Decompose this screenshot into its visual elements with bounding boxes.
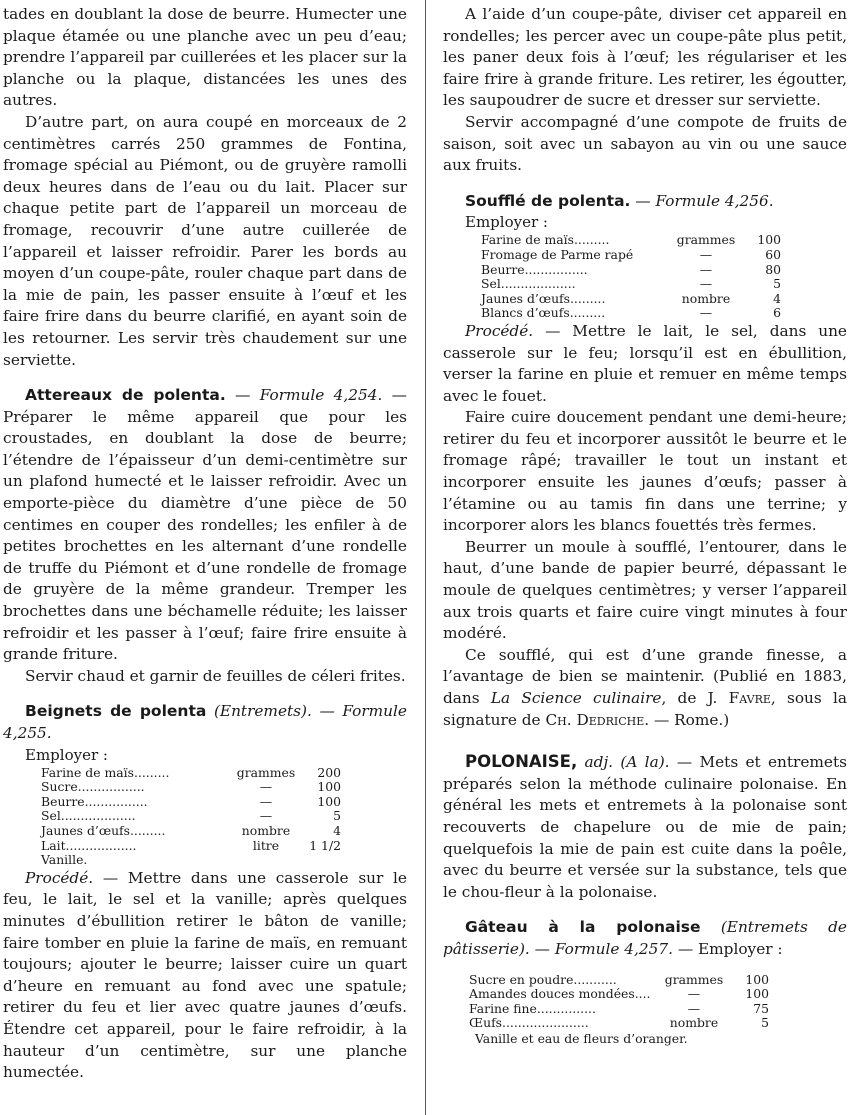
ingredient-row [41, 839, 341, 854]
ingredient-qty: 100 [317, 779, 341, 795]
paragraph-moule: Beurrer un moule à soufflé, l’entourer, dans le haut, d’une bande de papier beurré, dépassant le moule de quelques centimètres; y verser l’appareil aux trois quarts et faire cuire vingt minutes à four modéré. [443, 537, 847, 643]
ingredient-name: Beurre................ [481, 261, 588, 277]
ingredient-row [481, 248, 781, 263]
ingredient-name: Sel................... [481, 276, 576, 292]
paragraph-cuisson: Faire cuire doucement pendant une demi-heure; retirer du feu et incorporer aussitôt le beurre et le fromage râpé; travailler le tout un instant et incorporer ensuite les jaunes d’œufs; passer à l’étamine ou au tamis fin dans une terrine; y incorporer alors les blancs fouettés très fermes. [443, 408, 847, 535]
ingredient-qty: 200 [317, 764, 341, 780]
ingredient-vanille: Vanille. [41, 852, 88, 868]
procede-label: Procédé. [465, 321, 534, 340]
ingredient-unit: grammes [676, 232, 736, 248]
paragraph-fontina: D’autre part, on aura coupé en morceaux de 2 centimètres carrés 250 grammes de Fontina, fromage spécial au Piémont, ou de gruyère ramolli deux heures dans de l’eau ou du lait. Placer sur chaque petite part de l’appareil un morceau de fromage, recouvrir d’une autre cuillerée de l’appareil et laisser refroidir. Parer les bords au moyen d’un coupe-pâte, rouler chaque part dans de la mie de pain, les passer ensuite à l’œuf et les faire frire dans du beurre clarifié, en ayant soin de les retourner. Les servir très chaudement sur une serviette. [3, 112, 407, 369]
ingredient-row [481, 292, 781, 307]
ingredient-unit: — [259, 808, 273, 824]
ingredient-unit: — [687, 1000, 701, 1016]
ingredient-row [41, 766, 341, 781]
paragraph-note [443, 645, 847, 731]
ingredient-unit: — [687, 986, 701, 1002]
ingredient-row [41, 795, 341, 810]
entry-beignets [3, 701, 407, 1083]
ingredient-row [469, 1016, 769, 1031]
ingredient-unit: — [259, 793, 273, 809]
entry-body: — Mets et entremets préparés selon la méthode culinaire polonaise. En général les mets et entremets à la polonaise sont recouverts de chapelure ou de mie de pain; quelquefois la mie de pain est cuite dans la poêle, avec du beurre et versée sur la substance, tels que le chou-fleur à la polonaise. [443, 753, 847, 901]
ingredient-qty: 80 [765, 261, 781, 277]
ingredient-qty: 100 [745, 986, 769, 1002]
ingredients-table [481, 233, 781, 321]
ingredient-name: Sucre en poudre........... [469, 971, 617, 987]
ingredients-table [41, 766, 341, 854]
left-column [3, 4, 407, 1084]
ingredient-name: Amandes douces mondées.... [469, 986, 651, 1002]
employer-label: — Employer : [677, 939, 783, 958]
ingredient-row [469, 973, 769, 988]
ingredient-unit: nombre [669, 1015, 719, 1031]
ingredient-name: Farine de maïs......... [41, 764, 170, 780]
ingredient-name: Beurre................ [41, 793, 148, 809]
entry-gateau [443, 917, 847, 1046]
paragraph-rondelles: A l’aide d’un coupe-pâte, diviser cet appareil en rondelles; les percer avec un coupe-pâte plus petit, les paner deux fois à l’œuf; les régulariser et les faire frire à grande friture. Les retirer, les égoutter, les saupoudrer de sucre et dresser sur serviette. [443, 5, 847, 110]
ingredient-unit: — [259, 779, 273, 795]
ingredient-qty: 6 [773, 305, 781, 321]
employer-label: Employer : [465, 213, 548, 232]
ingredient-name: Sucre................. [41, 779, 145, 795]
entry-title: Soufflé de polenta. [465, 191, 631, 210]
author-name: Favre [728, 689, 771, 707]
ingredient-row [481, 306, 781, 321]
note-text: . — Rome.) [644, 710, 730, 729]
ingredient-qty: 5 [773, 276, 781, 292]
entry-body: Préparer le même appareil que pour les croustades, en doublant la dose de beurre; l’étendre de l’épaisseur d’un demi-centimètre sur un plafond humecté et le laisser refroidir. Avec un emporte-pièce du diamètre d’une pièce de 50 centimes en couper des rondelles; les enfiler à de petites brochettes en les alternant d’une rondelle de truffe du Piémont et d’une rondelle de fromage de gruyère de la même grandeur. Tremper les brochettes dans une béchamelle réduite; les laisser refroidir et les passer à l’œuf; faire frire ensuite à grande friture. [3, 407, 407, 664]
entry-subtitle: adj. (A la). [584, 753, 670, 772]
right-column [443, 4, 847, 1046]
note-text: , de J. [661, 689, 718, 707]
entry-polonaise [443, 751, 847, 903]
paragraph-compote: Servir accompagné d’une compote de fruits de saison, soit avec un sabayon au vin ou une sauce aux fruits. [443, 112, 847, 175]
column-divider [425, 0, 426, 1115]
ingredient-row [481, 263, 781, 278]
entry-title: Attereaux de polenta. [25, 386, 226, 405]
ingredient-unit: nombre [241, 822, 291, 838]
ingredient-unit: grammes [236, 764, 296, 780]
ingredient-row [481, 277, 781, 292]
ingredient-qty: 4 [333, 822, 341, 838]
ingredient-row [41, 824, 341, 839]
ingredient-aromes: Vanille et eau de fleurs d’oranger. [475, 1030, 688, 1046]
paragraph-croustades-end: tades en doublant la dose de beurre. Humecter une plaque étamée ou une planche avec un peu d’eau; prendre l’appareil par cuillerées et les placer sur la planche ou la plaque, distancées les unes des autres. [3, 5, 407, 110]
ingredient-unit: — [699, 276, 713, 292]
ingredient-name: Farine de maïs......... [481, 232, 610, 248]
ingredient-qty: 5 [761, 1015, 769, 1031]
procede-text: — Mettre le lait, le sel, dans une casserole sur le feu; lorsqu’il est en ébullition, verser la farine en pluie et remuer en même temps avec le fouet. [443, 321, 847, 405]
ingredient-row [41, 780, 341, 795]
ingredient-qty: 5 [333, 808, 341, 824]
note-text: , sous la signature de [443, 689, 847, 729]
ingredient-unit: nombre [681, 290, 731, 306]
formula-number: — Formule 4,257. [534, 939, 673, 958]
ingredient-unit: — [699, 261, 713, 277]
source-title: La Science culinaire [490, 689, 662, 707]
ingredient-name: Farine fine............... [469, 1000, 596, 1016]
ingredient-name: Fromage de Parme rapé [481, 246, 634, 262]
ingredient-name: Blancs d’œufs......... [481, 305, 606, 321]
ingredient-qty: 100 [745, 971, 769, 987]
ingredient-unit: litre [252, 837, 280, 853]
entry-title: Gâteau à la polonaise [465, 918, 701, 937]
ingredient-qty: 1 1/2 [309, 837, 341, 853]
ingredient-name: Œufs...................... [469, 1015, 589, 1031]
ingredients-table [469, 973, 769, 1031]
ingredient-qty: 100 [317, 793, 341, 809]
entry-title: POLONAISE, [465, 752, 578, 772]
formula-number: — Formule 4,255. [3, 702, 407, 742]
ingredient-unit: — [699, 305, 713, 321]
ingredient-unit: — [699, 246, 713, 262]
ingredient-qty: 4 [773, 290, 781, 306]
note-text: Ce soufflé, qui est d’une grande finesse, a l’avantage de bien se maintenir. (Publié en 1883, dans [443, 645, 847, 707]
ingredient-row [469, 1002, 769, 1017]
entry-subtitle: (Entremets). [213, 702, 312, 721]
ingredient-qty: 60 [765, 246, 781, 262]
ingredient-row [481, 233, 781, 248]
ingredient-name: Jaunes d’œufs......... [41, 822, 166, 838]
ingredient-name: Jaunes d’œufs......... [481, 290, 606, 306]
ingredient-name: Sel................... [41, 808, 136, 824]
ingredient-row [41, 809, 341, 824]
procede-text: — Mettre dans une casserole sur le feu, le lait, le sel et la vanille; après quelques minutes d’ébullition retirer le bâton de vanille; faire tomber en pluie la farine de maïs, en remuant toujours; ajouter le beurre; laisser cuire un quart d’heure en remuant au fond avec une spatule; retirer du feu et lier avec quatre jaunes d’œufs. Étendre cet appareil, pour le faire refroidir, à la hauteur d’un centimètre, sur une planche humectée. [3, 868, 407, 1082]
ingredient-row [469, 987, 769, 1002]
formula-number: — Formule 4,254. — [235, 386, 407, 405]
signature-name: Ch. Dedriche [545, 710, 645, 729]
ingredient-qty: 75 [753, 1000, 769, 1016]
ingredient-name: Lait.................. [41, 837, 137, 853]
ingredient-unit: grammes [664, 971, 724, 987]
entry-title: Beignets de polenta [25, 702, 207, 721]
ingredient-qty: 100 [757, 232, 781, 248]
formula-number: — Formule 4,256. [635, 191, 774, 210]
entry-subtitle: (Entremets de pâtisserie). [443, 918, 847, 958]
entry-souffle [443, 191, 847, 731]
entry-attereaux [3, 385, 407, 687]
serving-note: Servir chaud et garnir de feuilles de céleri frites. [25, 666, 406, 685]
employer-label: Employer : [25, 745, 108, 764]
procede-label: Procédé. [25, 868, 94, 887]
